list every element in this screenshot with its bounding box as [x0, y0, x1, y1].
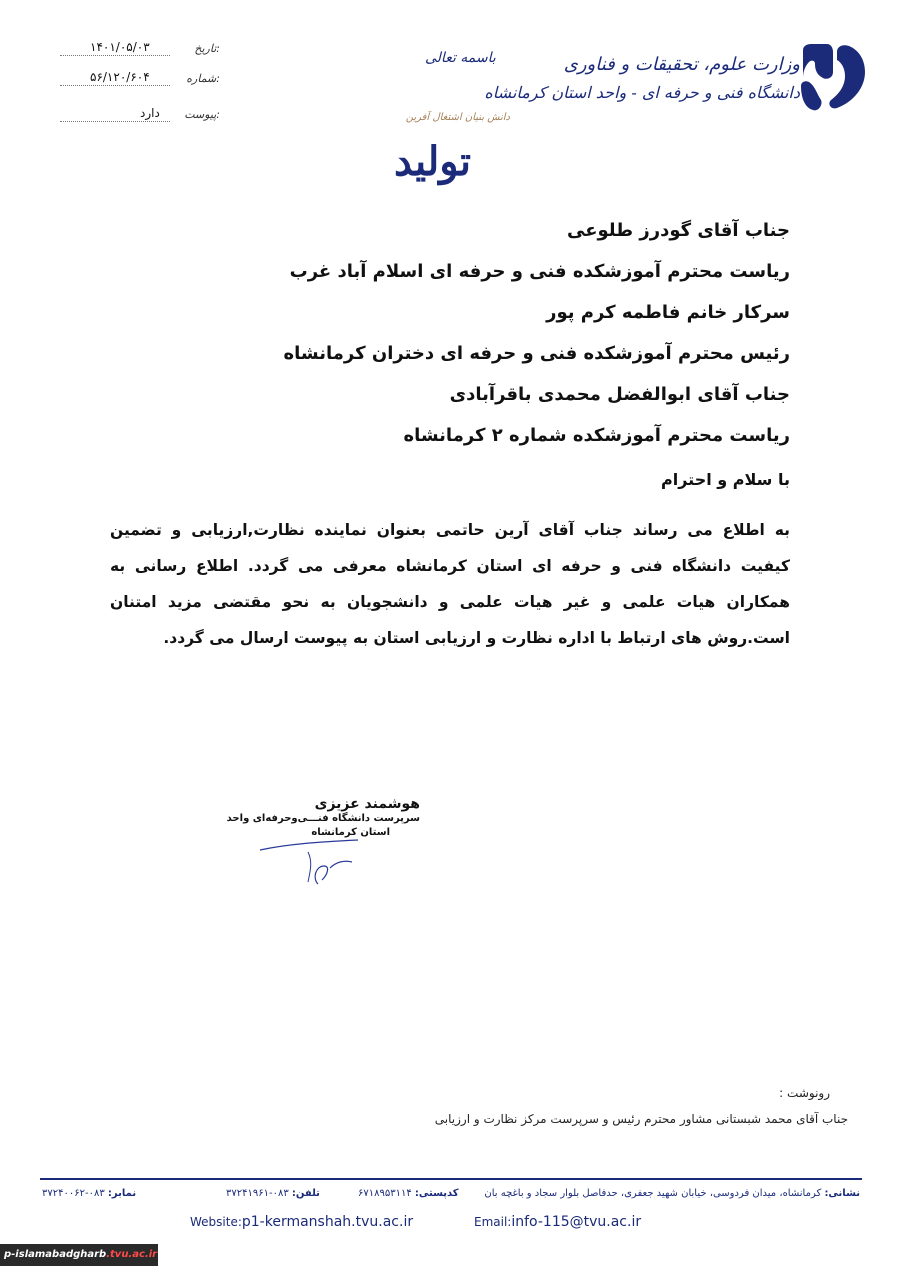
basmala: باسمه تعالی	[425, 50, 496, 66]
date-label: تاریخ:	[194, 42, 220, 55]
address-label: نشانی:	[824, 1188, 860, 1199]
ministry-line2: دانشگاه فنی و حرفه ای - واحد استان کرمانشاه	[484, 83, 800, 102]
footer-postal	[358, 1188, 459, 1199]
attachment-value: دارد	[140, 106, 160, 120]
number-row	[60, 70, 220, 90]
footer-fax	[42, 1188, 136, 1199]
email-link[interactable]: info-115@tvu.ac.ir	[511, 1214, 642, 1230]
year-motto-sub: دانش بنیان اشتغال آفرین	[405, 112, 510, 123]
postal-value: ۶۷۱۸۹۵۳۱۱۴	[358, 1188, 412, 1199]
cc-label: رونوشت :	[779, 1086, 830, 1100]
recipient-1: جناب آقای گودرز طلوعی	[567, 220, 790, 241]
date-value: ۱۴۰۱/۰۵/۰۳	[90, 40, 150, 54]
letter-body: به اطلاع می رساند جناب آقای آرین حاتمی بعنوان نماینده نظارت,ارزیابی و تضمین کیفیت دانشگاه فنی و حرفه ای استان کرمانشاه معرفی می گردد. اطلاع رسانی به همکاران هیات علمی و غیر هیات علمی و دانشجویان به نحو مقتضی مزید امتنان است.روش های ارتباط با اداره نظارت و ارزیابی استان به پیوست ارسال می گردد.	[110, 521, 790, 647]
email-label: Email:	[474, 1215, 512, 1229]
footer-divider	[40, 1178, 862, 1180]
university-logo-icon	[793, 42, 867, 116]
year-motto-logo	[388, 110, 518, 190]
signer-title-line2: استان کرمانشاه	[311, 827, 390, 838]
site-banner[interactable]	[0, 1244, 158, 1266]
footer-phone	[226, 1188, 320, 1199]
ministry-heading	[484, 54, 800, 102]
cc-text: جناب آقای محمد شبستانی مشاور محترم رئیس و سرپرست مرکز نظارت و ارزیابی	[434, 1112, 848, 1126]
year-motto-main: تولید	[394, 138, 472, 185]
recipient-5: جناب آقای ابوالفضل محمدی باقرآبادی	[449, 384, 790, 405]
recipient-4: رئیس محترم آموزشکده فنی و حرفه ای دختران کرمانشاه	[283, 343, 790, 364]
date-row	[60, 40, 220, 60]
greeting: با سلام و احترام	[661, 470, 790, 489]
banner-suffix: .tvu.ac.ir	[106, 1249, 158, 1260]
recipient-6: ریاست محترم آموزشکده شماره ۲ کرمانشاه	[403, 425, 790, 446]
signer-name: هوشمند عزیزی	[314, 796, 420, 812]
fax-value: ۰۸۳-۳۷۲۴۰۰۶۲	[42, 1188, 105, 1199]
recipient-3: سرکار خانم فاطمه کرم پور	[546, 302, 790, 323]
footer-email	[474, 1214, 641, 1230]
fax-label: نمابر:	[107, 1188, 137, 1199]
phone-value: ۰۸۳-۳۷۲۴۱۹۶۱	[226, 1188, 289, 1199]
phone-label: تلفن:	[291, 1188, 320, 1199]
number-value: ۵۶/۱۲۰/۶۰۴	[90, 70, 150, 84]
website-link[interactable]: p1-kermanshah.tvu.ac.ir	[241, 1214, 414, 1230]
website-label: Website:	[190, 1215, 242, 1229]
recipient-2: ریاست محترم آموزشکده فنی و حرفه ای اسلام آباد غرب	[289, 261, 790, 282]
attachment-row	[60, 106, 220, 126]
signer-title-line1: سرپرست دانشگاه فنـــی‌وحرفه‌ای واحد	[226, 813, 420, 824]
footer-website	[190, 1214, 413, 1230]
ministry-line1: وزارت علوم، تحقیقات و فناوری	[563, 54, 800, 75]
postal-label: کدپستی:	[414, 1188, 459, 1199]
attachment-label: پیوست:	[184, 108, 220, 121]
number-label: شماره:	[186, 72, 220, 85]
footer-address	[484, 1188, 860, 1199]
banner-prefix: p-islamabadgharb	[4, 1249, 107, 1260]
handwritten-signature-icon	[258, 822, 368, 892]
address-value: کرمانشاه، میدان فردوسی، خیابان شهید جعفری، حدفاصل بلوار سجاد و باغچه بان	[484, 1188, 822, 1199]
